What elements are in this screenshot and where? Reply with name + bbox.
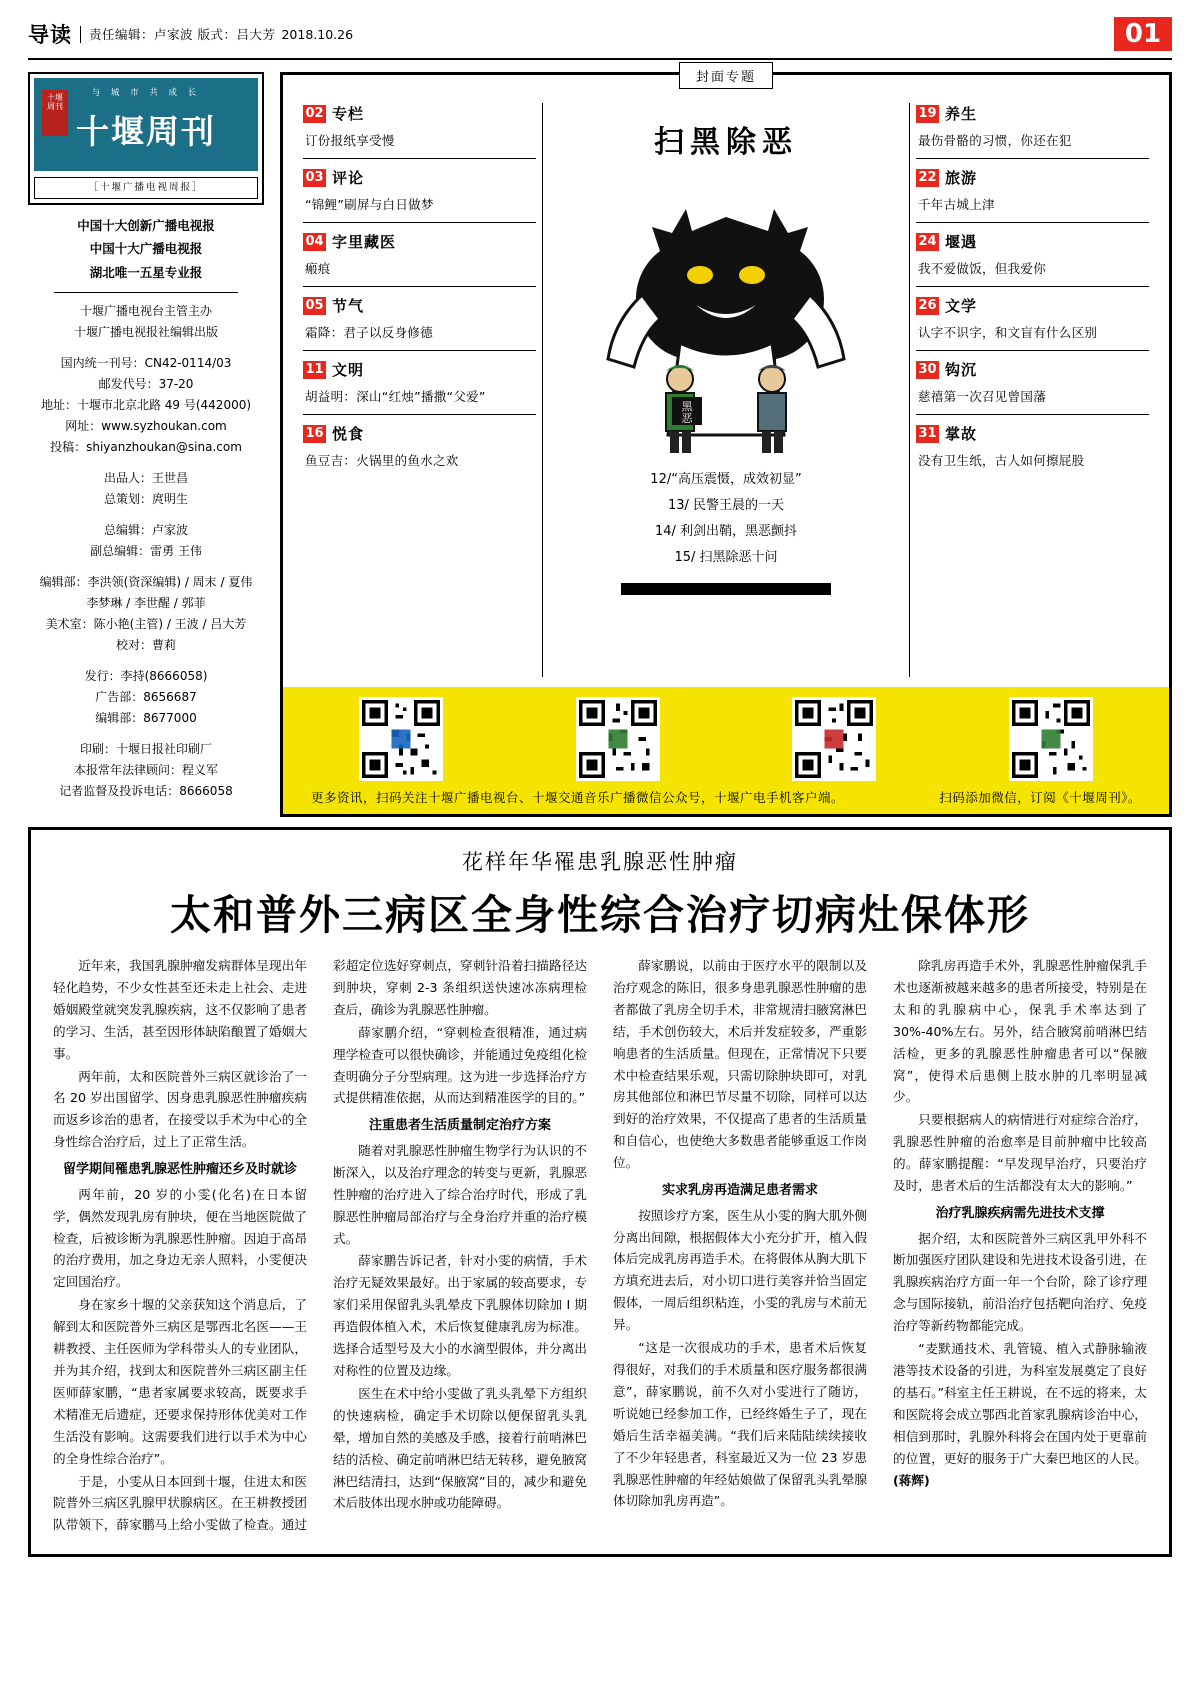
contents-right-list bbox=[910, 103, 1155, 677]
header-rule bbox=[28, 58, 1172, 60]
entry-category: 堰遇 bbox=[945, 233, 978, 251]
entry-head bbox=[916, 103, 1149, 124]
entry-category: 字里藏医 bbox=[332, 233, 397, 251]
staff-line: 副总编辑：雷勇 王伟 bbox=[90, 543, 202, 558]
honor-item: 中国十大广播电视报 bbox=[89, 241, 203, 257]
staff-block-department bbox=[28, 572, 264, 656]
publisher-line: 十堰广播电视报社编辑出版 bbox=[73, 324, 218, 339]
article-paragraph: 两年前，太和医院普外三病区就诊治了一名 20 岁出国留学、因身患乳腺恶性肿瘤疾病而返乡诊治的患者，在接受以手术为中心的全身性综合治疗后，过上了正常生活。 bbox=[53, 1068, 307, 1150]
masthead-name: 十堰周刊 bbox=[76, 111, 216, 151]
article-subheading: 留学期间罹患乳腺恶性肿瘤还乡及时就诊 bbox=[62, 1162, 297, 1178]
page-number-badge: 01 bbox=[1114, 17, 1172, 51]
publication-info bbox=[28, 353, 264, 458]
list-item[interactable] bbox=[916, 231, 1149, 277]
divider bbox=[916, 158, 1149, 159]
article-paragraph: 随着对乳腺恶性肿瘤生物学行为认识的不断深入，以及治疗理念的转变与更新，乳腺恶性肿瘤的治疗进入了综合治疗时代，形成了乳腺恶性肿瘤局部治疗与全身治疗并重的治疗模式。 bbox=[333, 1142, 587, 1246]
entry-description: 订份报纸享受慢 bbox=[305, 133, 395, 148]
footer-line: 本报常年法律顾问：程义军 bbox=[73, 762, 218, 777]
article-paragraph: 薛家鹏说，以前由于医疗水平的限制以及治疗观念的陈旧，很多身患乳腺恶性肿瘤的患者都做了乳房全切手术，非常规清扫腋窝淋巴结，手术创伤较大，术后并发症较多，严重影响患者的生活质量。但现在，正常情况下只要术中检查结果乐观，只需切除肿块即可，对乳房其他部位和淋巴节尽量不切除，同样可以达到好的治疗效果，不仅提高了患者的生活质量和自信心，也使绝大多数患者能够重返工作岗位。 bbox=[613, 958, 867, 1171]
entry-description: 慈禧第一次召见曾国藩 bbox=[918, 389, 1047, 404]
entry-description: “锦鲤”刷屏与白日做梦 bbox=[305, 197, 434, 212]
entry-head bbox=[303, 423, 536, 444]
article-paragraph: 医生在术中给小雯做了乳头乳晕下方组织的快速病检，确定手术切除以便保留乳头乳晕，增加自然的美感及手感，接着行前哨淋巴结的活检、确定前哨淋巴结无转移，避免腋窝淋巴结清扫，达到“保腋窝”目的，减少和避免术后肢体出现水肿或功能障碍。 bbox=[333, 1385, 587, 1511]
entry-category: 节气 bbox=[332, 297, 365, 315]
feature-line: 12/“高压震慑，成效初显” bbox=[650, 472, 802, 487]
page-header bbox=[28, 0, 1172, 54]
staff-line: 校对：曹莉 bbox=[115, 637, 176, 652]
list-item[interactable] bbox=[916, 103, 1149, 149]
entry-description: 千年古城上津 bbox=[918, 197, 995, 212]
entry-category: 掌故 bbox=[945, 425, 978, 443]
qr-code-icon[interactable] bbox=[1009, 697, 1093, 781]
divider bbox=[916, 286, 1149, 287]
article-paragraph: 身在家乡十堰的父亲获知这个消息后，了解到太和医院普外三病区是鄂西北名医——王耕教授、主任医师为学科带头人的专业团队，并为其介绍，找到太和医院普外三病区副主任医师薛家鹏，“患者家属要求较高，既要求手术精准无后遗症，还要求保持形体优美对工作生活没有影响。这需要我们进行以手术为中心的全身性综合治疗”。 bbox=[53, 1297, 307, 1466]
info-line: 网址：www.syzhoukan.com bbox=[65, 418, 227, 433]
honor-item: 湖北唯一五星专业报 bbox=[89, 264, 203, 280]
entry-description: 胡益明：深山“红烛”播撒“父爱” bbox=[305, 389, 486, 404]
entry-head bbox=[303, 167, 536, 188]
article-paragraph: 薛家鹏介绍，“穿刺检查很精准，通过病理学检查可以很快确诊，并能通过免疫组化检查明确分子分型病理。这为进一步选择治疗方式提供精准依据，从而达到精准医学的目的。” bbox=[333, 1024, 587, 1106]
entry-page-number: 22 bbox=[916, 169, 939, 187]
staff-line: 总策划：庹明生 bbox=[103, 491, 188, 506]
seal-icon: 十堰周刊 bbox=[42, 90, 68, 136]
entry-description: 没有卫生纸，古人如何擦屁股 bbox=[918, 453, 1085, 468]
qr-code-icon[interactable] bbox=[576, 697, 660, 781]
article-subheading: 实求乳房再造满足患者需求 bbox=[661, 1183, 818, 1199]
contact-line: 发行：李持(8666058) bbox=[84, 668, 208, 683]
feature-illustration bbox=[547, 165, 905, 465]
entry-category: 旅游 bbox=[945, 169, 978, 187]
divider bbox=[303, 350, 536, 351]
article-subheading: 注重患者生活质量制定治疗方案 bbox=[368, 1118, 551, 1134]
gangster-illustration-icon bbox=[576, 165, 876, 465]
header-divider bbox=[80, 26, 81, 43]
divider bbox=[916, 414, 1149, 415]
entry-page-number: 03 bbox=[303, 169, 326, 187]
contents-inner bbox=[283, 75, 1169, 687]
cover-topic-tag: 封面专题 bbox=[679, 62, 773, 89]
publisher-line: 十堰广播电视台主管主办 bbox=[79, 303, 212, 318]
list-item[interactable] bbox=[916, 167, 1149, 213]
entry-description: 霜降：君子以反身修德 bbox=[305, 325, 434, 340]
article-paragraph: “麦默通技术、乳管镜、植入式静脉输液港等技术设备的引进，为科室发展奠定了良好的基石。”科室主任王耕说，在不远的将来，太和医院将会成立鄂西北首家乳腺病诊治中心，相信到那时，乳腺外科将会在国内处于更靠前的位置，更好的服务于广大秦巴地区的人民。 bbox=[893, 1341, 1147, 1466]
masthead-tagline: 与 城 市 共 成 长 bbox=[91, 88, 201, 98]
honor-item: 中国十大创新广播电视报 bbox=[77, 218, 215, 234]
contact-line: 广告部：8656687 bbox=[95, 689, 197, 704]
article-headline: 太和普外三病区全身性综合治疗切病灶保体形 bbox=[170, 891, 1030, 939]
article-body bbox=[53, 955, 1147, 1536]
article-paragraph: 近年来，我国乳腺肿瘤发病群体呈现出年轻化趋势，不少女性甚至还未走上社会、走进婚姻殿堂就突发乳腺疾病，这不仅影响了患者的学习、生活，甚至因形体缺陷酿置了婚姻大事。 bbox=[53, 958, 307, 1061]
entry-page-number: 04 bbox=[303, 233, 326, 251]
list-item[interactable] bbox=[916, 359, 1149, 405]
entry-page-number: 24 bbox=[916, 233, 939, 251]
entry-category: 养生 bbox=[945, 105, 978, 123]
entry-head bbox=[916, 295, 1149, 316]
entry-category: 专栏 bbox=[332, 105, 365, 123]
feature-line: 13/ 民警王晨的一天 bbox=[667, 498, 785, 513]
svg-text:恶: 恶 bbox=[681, 412, 693, 425]
entry-page-number: 16 bbox=[303, 425, 326, 443]
qr-strip bbox=[283, 687, 1169, 814]
entry-head bbox=[916, 423, 1149, 444]
divider bbox=[303, 222, 536, 223]
header-credits: 责任编辑：卢家波 版式：吕大芳 bbox=[89, 27, 276, 42]
cover-feature[interactable] bbox=[543, 103, 909, 677]
masthead-logo bbox=[28, 72, 264, 205]
article-subheading: 治疗乳腺疾病需先进技术支撑 bbox=[935, 1205, 1105, 1221]
entry-head bbox=[303, 359, 536, 380]
list-item[interactable] bbox=[303, 103, 536, 149]
upper-section bbox=[28, 72, 1172, 817]
contact-line: 编辑部：8677000 bbox=[95, 710, 197, 725]
colophon bbox=[28, 72, 264, 817]
entry-description: 鱼豆吉：火锅里的鱼水之欢 bbox=[305, 453, 459, 468]
feature-article bbox=[28, 827, 1172, 1557]
svg-text:黑: 黑 bbox=[681, 400, 693, 413]
article-paragraph: 据介绍，太和医院普外三病区乳甲外科不断加强医疗团队建设和先进技术设备引进，在乳腺疾病治疗方面一年一个台阶，除了诊疗理念与国际接轨，前沿治疗包括靶向治疗、免疫治疗等新药物都能完成。 bbox=[893, 1230, 1147, 1334]
entry-category: 文明 bbox=[332, 361, 365, 379]
feature-line: 15/ 扫黑除恶十问 bbox=[674, 550, 778, 565]
info-line: 邮发代号：37-20 bbox=[98, 376, 194, 391]
staff-line: 总编辑：卢家波 bbox=[103, 522, 188, 537]
contents-left-list bbox=[297, 103, 542, 677]
masthead-logo-inner bbox=[34, 78, 258, 171]
footer-line: 记者监督及投诉电话：8666058 bbox=[59, 783, 233, 798]
feature-underline bbox=[621, 583, 831, 595]
entry-head bbox=[303, 231, 536, 252]
qr-code-icon[interactable] bbox=[359, 697, 443, 781]
article-subtitle: 花样年华罹患乳腺恶性肿瘤 bbox=[462, 850, 738, 874]
header-date: 2018.10.26 bbox=[281, 26, 354, 42]
contents-box bbox=[280, 72, 1172, 817]
article-paragraph: 除乳房再造手术外，乳腺恶性肿瘤保乳手术也逐渐被越来越多的患者所接受，特别是在太和的乳腺病中心，保乳手术率达到了 30%-40%左右。另外，结合腋窝前哨淋巴结活检，更多的乳腺恶性肿瘤患者可以“保腋窝”，使得术后患侧上肢水肿的几率明显减少。 bbox=[893, 958, 1147, 1105]
list-item[interactable] bbox=[916, 423, 1149, 469]
entry-description: 瘢痕 bbox=[305, 261, 331, 276]
article-paragraph: 于是，小雯从日本回到十堰，住进太和医院普外三病区乳腺甲状腺病区。在王耕教授团队带领下，薛家鹏马上给小雯做了检查。通过彩超定位选好穿刺点，穿刺针沿着扫描路径达到肿块，穿刺 2-3 条组织送快速冰冻病理检查后，确诊为乳腺恶性肿瘤。 bbox=[53, 958, 587, 1533]
entry-page-number: 30 bbox=[916, 361, 939, 379]
list-item[interactable] bbox=[303, 295, 536, 341]
info-line: 国内统一刊号：CN42-0114/03 bbox=[60, 355, 232, 370]
entry-category: 钩沉 bbox=[945, 361, 978, 379]
article-paragraph: 只要根据病人的病情进行对症综合治疗，乳腺恶性肿瘤的治愈率是目前肿瘤中比较高的。薛家鹏提醒：“早发现早治疗，只要治疗及时，患者术后的生活都没有太大的影响。” bbox=[893, 1112, 1147, 1194]
feature-line: 14/ 利剑出鞘，黑恶颤抖 bbox=[654, 524, 798, 539]
entry-head bbox=[916, 231, 1149, 252]
entry-category: 评论 bbox=[332, 169, 365, 187]
divider bbox=[303, 414, 536, 415]
info-line: 投稿：shiyanzhoukan@sina.com bbox=[50, 439, 242, 454]
article-paragraph: 薛家鹏告诉记者，针对小雯的病情，手术治疗无疑效果最好。出于家属的较高要求，专家们采用保留乳头乳晕皮下乳腺体切除加 I 期再造假体植入术，术后恢复健康乳房为标准。选择合适型号及大小的水滴型假体，并分离出对称性的位置及边缘。 bbox=[333, 1253, 587, 1379]
feature-article-list bbox=[547, 467, 905, 571]
qr-captions bbox=[293, 788, 1159, 806]
entry-page-number: 19 bbox=[916, 105, 939, 123]
entry-head bbox=[303, 295, 536, 316]
list-item[interactable] bbox=[303, 359, 536, 405]
article-paragraph: 两年前，20 岁的小雯(化名)在日本留学，偶然发现乳房有肿块，便在当地医院做了检查，后被诊断为乳腺恶性肿瘤。因迫于高昂的治疗费用，加之身边无亲人照料，小雯便决定回国治疗。 bbox=[53, 1186, 307, 1290]
masthead-subname: ［十堰广播电视周报］ bbox=[34, 177, 258, 200]
list-item[interactable] bbox=[916, 295, 1149, 341]
qr-caption-right: 扫码添加微信，订阅《十堰周刊》。 bbox=[939, 790, 1141, 805]
entry-head bbox=[916, 167, 1149, 188]
entry-description: 最伤骨骼的习惯，你还在犯 bbox=[918, 133, 1072, 148]
article-paragraph: 按照诊疗方案，医生从小雯的胸大肌外侧分离出间隙，根据假体大小充分扩开，植入假体后完成乳房再造手术。在将假体从胸大肌下方填充进去后，对小切口进行美容并恰当固定假体，一周后组织粘连，小雯的乳房与术前无异。 bbox=[613, 1207, 867, 1333]
staff-line: 李梦琳 / 李世醒 / 郭菲 bbox=[86, 595, 206, 610]
article-paragraph-last bbox=[893, 1338, 1147, 1491]
list-item[interactable] bbox=[303, 423, 536, 469]
footer-block bbox=[28, 739, 264, 802]
list-item[interactable] bbox=[303, 231, 536, 277]
qr-row bbox=[293, 697, 1159, 781]
entry-head bbox=[916, 359, 1149, 380]
entry-page-number: 31 bbox=[916, 425, 939, 443]
staff-line: 美术室：陈小艳(主管) / 王波 / 吕大芳 bbox=[45, 616, 247, 631]
qr-caption-left: 更多资讯，扫码关注十堰广播电视台、十堰交通音乐广播微信公众号，十堰广电手机客户端。 bbox=[311, 790, 845, 805]
info-line: 地址：十堰市北京北路 49 号(442000) bbox=[40, 397, 252, 412]
staff-line: 编辑部：李洪领(资深编辑) / 周末 / 夏伟 bbox=[39, 574, 253, 589]
footer-line: 印刷：十堰日报社印刷厂 bbox=[79, 741, 212, 756]
entry-page-number: 02 bbox=[303, 105, 326, 123]
divider bbox=[303, 158, 536, 159]
publisher-block bbox=[28, 301, 264, 343]
entry-head bbox=[303, 103, 536, 124]
entry-page-number: 05 bbox=[303, 297, 326, 315]
entry-category: 文学 bbox=[945, 297, 978, 315]
staff-block-editors bbox=[28, 520, 264, 562]
entry-description: 我不爱做饭，但我爱你 bbox=[918, 261, 1047, 276]
article-paragraph: “这是一次很成功的手术，患者术后恢复得很好，对我们的手术质量和医疗服务都很满意”，薛家鹏说，前不久对小雯进行了随访，听说她已经参加工作，已经终婚生子了，现在婚后生活幸福美满。“我们后来陆陆续续接收了不少年轻患者，科室最近又为一位 23 岁患乳腺恶性肿瘤的年经姑娘做了保留乳头乳晕腺体切除加乳房再造”。 bbox=[613, 1340, 867, 1509]
divider bbox=[916, 222, 1149, 223]
divider bbox=[916, 350, 1149, 351]
staff-block-producers bbox=[28, 468, 264, 510]
list-item[interactable] bbox=[303, 167, 536, 213]
entry-page-number: 11 bbox=[303, 361, 326, 379]
divider bbox=[54, 292, 238, 293]
feature-title: 扫黑除恶 bbox=[654, 125, 798, 160]
contact-block bbox=[28, 666, 264, 729]
page-title: 导读 bbox=[28, 23, 72, 47]
entry-page-number: 26 bbox=[916, 297, 939, 315]
honors-list bbox=[28, 214, 264, 283]
entry-description: 认字不识字，和文盲有什么区别 bbox=[918, 325, 1098, 340]
article-byline: (蒋辉) bbox=[893, 1472, 930, 1488]
staff-line: 出品人：王世昌 bbox=[103, 470, 188, 485]
entry-category: 悦食 bbox=[332, 425, 365, 443]
qr-code-icon[interactable] bbox=[792, 697, 876, 781]
divider bbox=[303, 286, 536, 287]
